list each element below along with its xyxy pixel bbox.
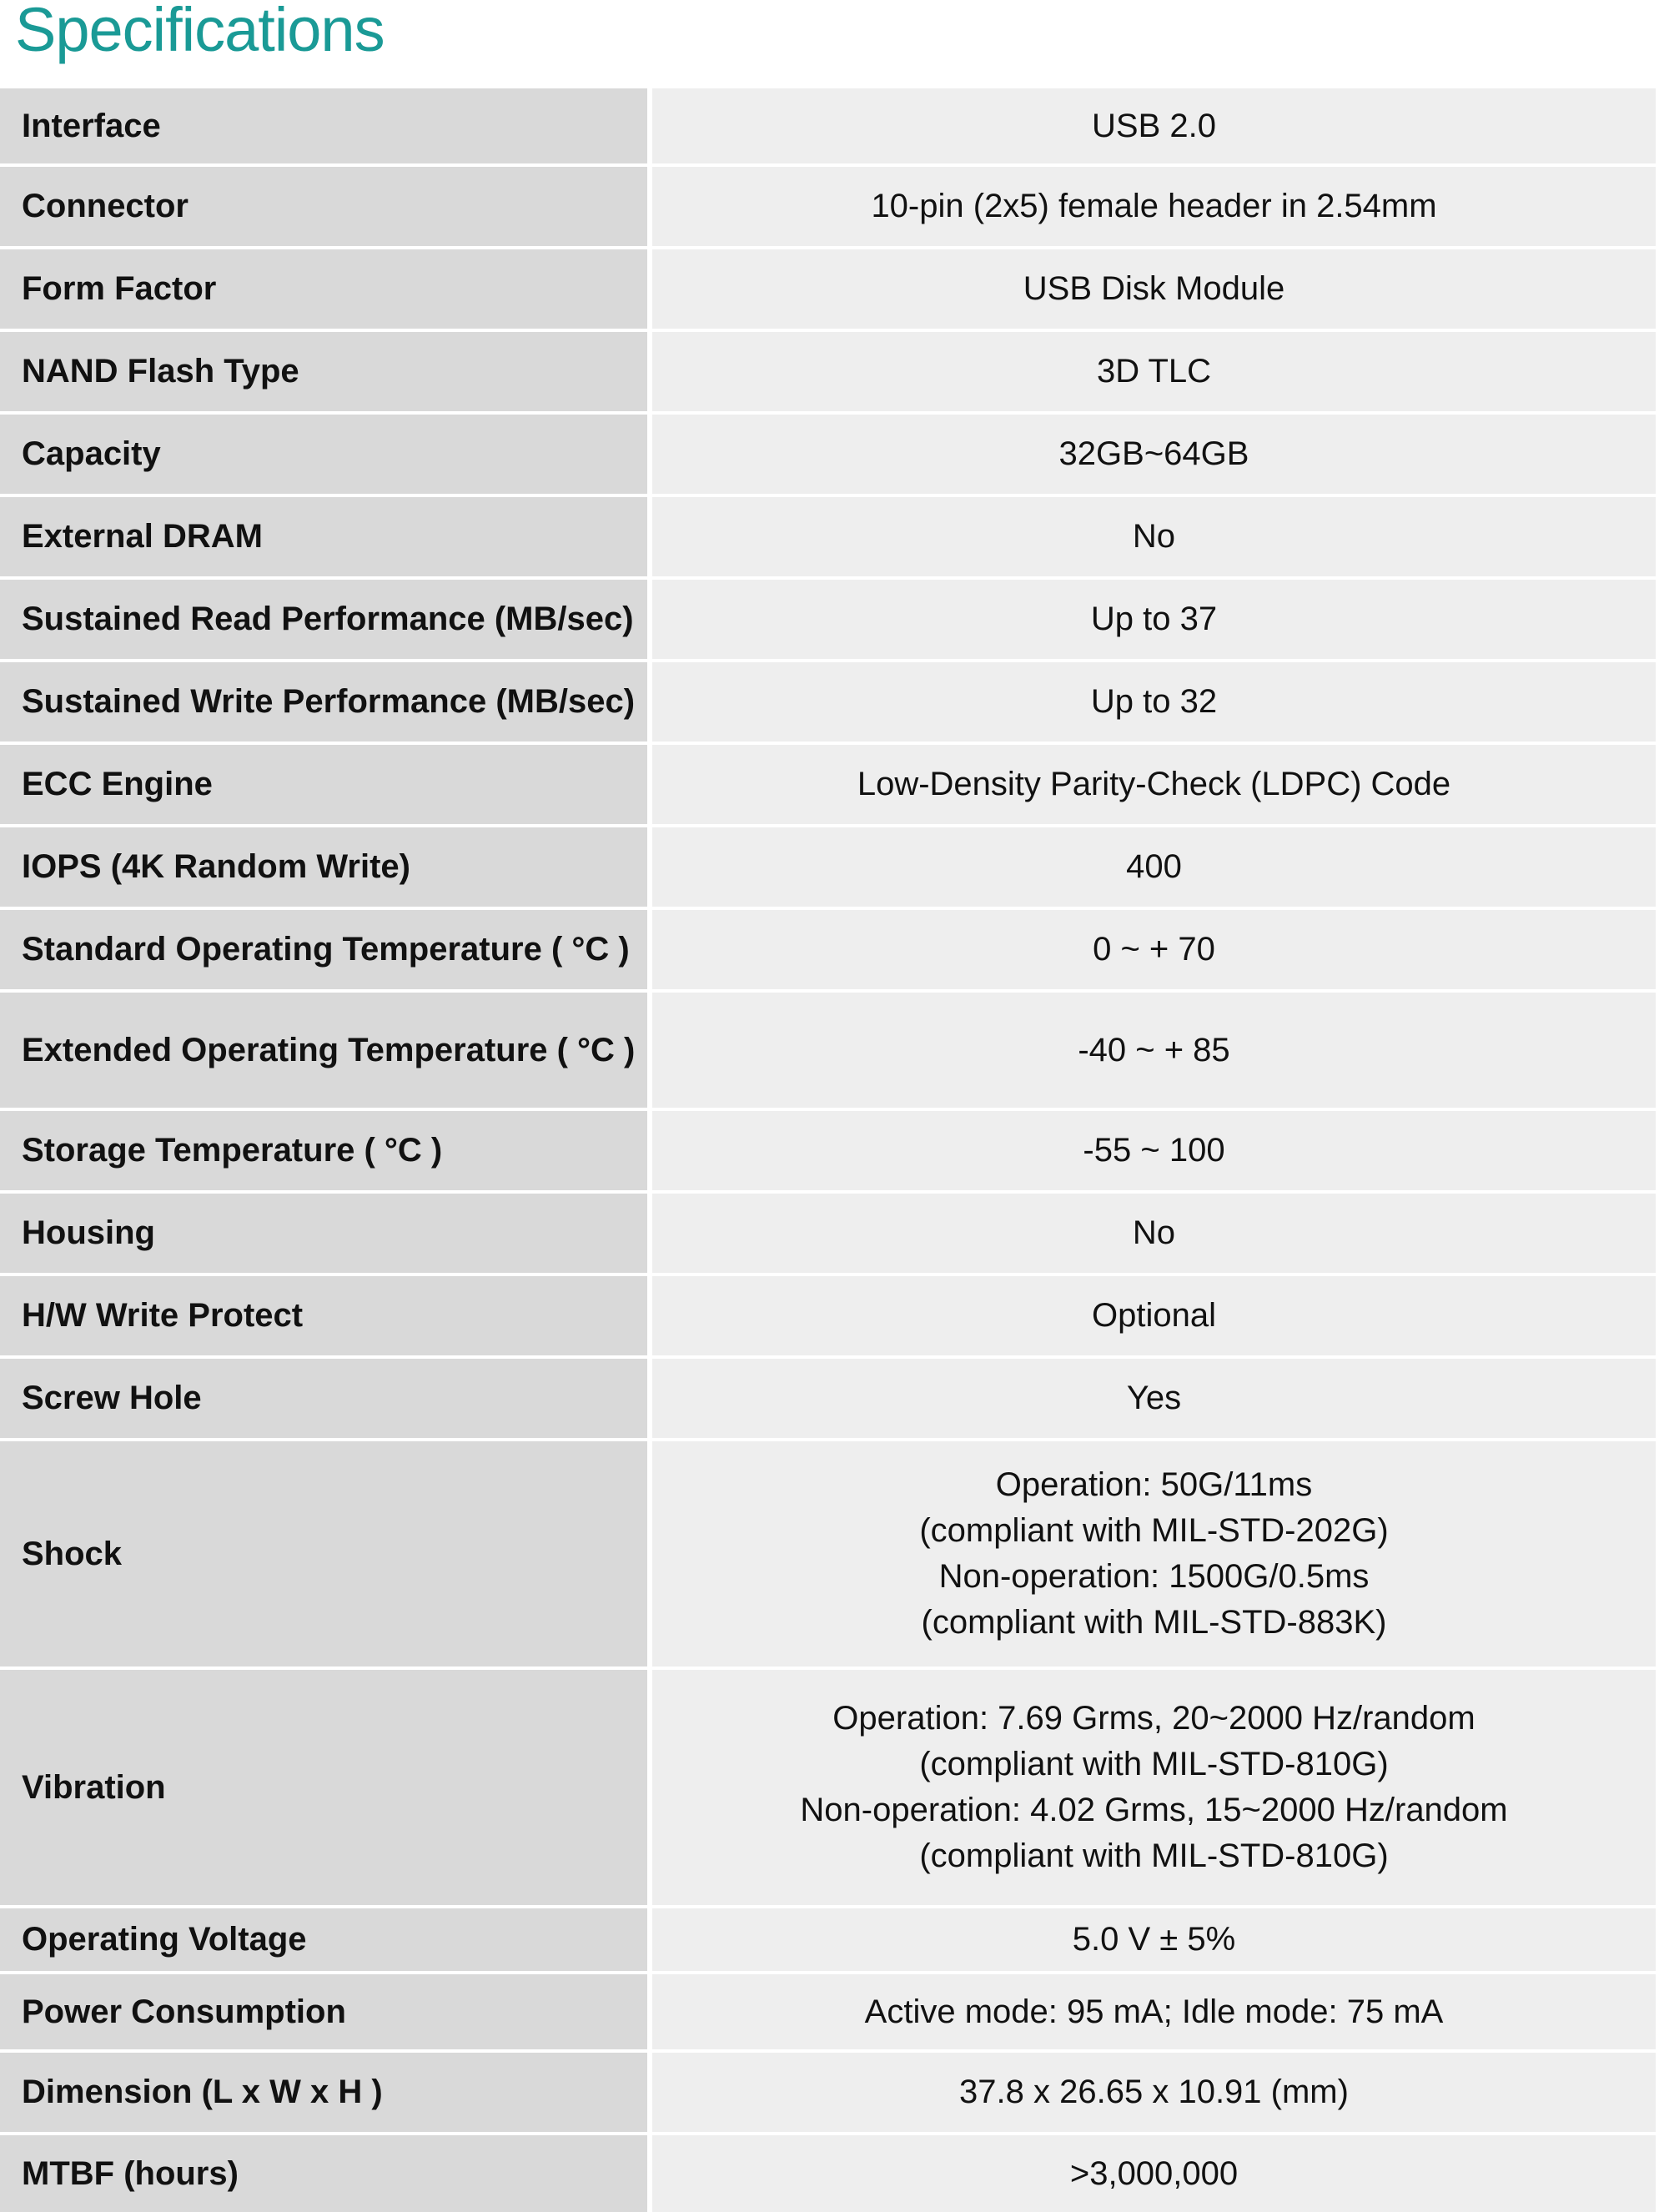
spec-value: 32GB~64GB bbox=[652, 415, 1656, 494]
spec-value: >3,000,000 bbox=[652, 2135, 1656, 2212]
spec-value: 0 ~ + 70 bbox=[652, 910, 1656, 989]
spec-value: 3D TLC bbox=[652, 332, 1656, 411]
spec-row-iops bbox=[0, 824, 1659, 907]
spec-label: External DRAM bbox=[0, 497, 647, 576]
spec-row-ecc-engine bbox=[0, 742, 1659, 824]
spec-label: Power Consumption bbox=[0, 1974, 647, 2049]
spec-row-operating-voltage bbox=[0, 1905, 1659, 1971]
spec-row-screw-hole bbox=[0, 1355, 1659, 1438]
spec-label: Interface bbox=[0, 88, 647, 163]
spec-value: Up to 37 bbox=[652, 580, 1656, 659]
spec-value: Operation: 50G/11ms (compliant with MIL-STD-202G) Non-operation: 1500G/0.5ms (compliant with MIL-STD-883K) bbox=[652, 1441, 1656, 1667]
spec-row-interface bbox=[0, 85, 1659, 163]
spec-label: Sustained Write Performance (MB/sec) bbox=[0, 662, 647, 742]
spec-row-mtbf bbox=[0, 2132, 1659, 2212]
spec-row-nand-flash-type bbox=[0, 329, 1659, 411]
spec-label: MTBF (hours) bbox=[0, 2135, 647, 2212]
spec-row-hw-write-protect bbox=[0, 1273, 1659, 1355]
spec-row-sustained-read bbox=[0, 576, 1659, 659]
spec-value: 10-pin (2x5) female header in 2.54mm bbox=[652, 167, 1656, 246]
spec-label: Screw Hole bbox=[0, 1359, 647, 1438]
spec-value: Optional bbox=[652, 1276, 1656, 1355]
spec-row-shock bbox=[0, 1438, 1659, 1667]
spec-label: Sustained Read Performance (MB/sec) bbox=[0, 580, 647, 659]
spec-value: 5.0 V ± 5% bbox=[652, 1908, 1656, 1971]
spec-row-form-factor bbox=[0, 246, 1659, 329]
spec-label: Connector bbox=[0, 167, 647, 246]
spec-label: Housing bbox=[0, 1194, 647, 1273]
spec-label: NAND Flash Type bbox=[0, 332, 647, 411]
spec-row-extended-operating-temperature bbox=[0, 989, 1659, 1108]
spec-label: Dimension (L x W x H ) bbox=[0, 2053, 647, 2132]
spec-value: Operation: 7.69 Grms, 20~2000 Hz/random (compliant with MIL-STD-810G) Non-operation: 4.02 Grms, 15~2000 Hz/random (compliant with MIL-STD-810G) bbox=[652, 1670, 1656, 1905]
spec-label: H/W Write Protect bbox=[0, 1276, 647, 1355]
spec-label: ECC Engine bbox=[0, 745, 647, 824]
spec-row-storage-temperature bbox=[0, 1108, 1659, 1190]
spec-row-dimension bbox=[0, 2049, 1659, 2132]
spec-row-connector bbox=[0, 163, 1659, 246]
spec-label: Storage Temperature ( °C ) bbox=[0, 1111, 647, 1190]
spec-row-standard-operating-temperature bbox=[0, 907, 1659, 989]
spec-value: No bbox=[652, 497, 1656, 576]
spec-label: Capacity bbox=[0, 415, 647, 494]
spec-row-power-consumption bbox=[0, 1971, 1659, 2049]
spec-label: Standard Operating Temperature ( °C ) bbox=[0, 910, 647, 989]
spec-row-capacity bbox=[0, 411, 1659, 494]
spec-label: Extended Operating Temperature ( °C ) bbox=[0, 993, 647, 1108]
spec-label: Form Factor bbox=[0, 249, 647, 329]
spec-value: 400 bbox=[652, 827, 1656, 907]
spec-value: Active mode: 95 mA; Idle mode: 75 mA bbox=[652, 1974, 1656, 2049]
spec-row-sustained-write bbox=[0, 659, 1659, 742]
spec-label: Shock bbox=[0, 1441, 647, 1667]
spec-value: -55 ~ 100 bbox=[652, 1111, 1656, 1190]
spec-value: Yes bbox=[652, 1359, 1656, 1438]
spec-row-housing bbox=[0, 1190, 1659, 1273]
spec-value: USB 2.0 bbox=[652, 88, 1656, 163]
page-title: Specifications bbox=[15, 0, 385, 64]
spec-row-vibration bbox=[0, 1667, 1659, 1905]
spec-table bbox=[0, 85, 1659, 2212]
spec-value: -40 ~ + 85 bbox=[652, 993, 1656, 1108]
spec-row-external-dram bbox=[0, 494, 1659, 576]
spec-value: Low-Density Parity-Check (LDPC) Code bbox=[652, 745, 1656, 824]
spec-label: Vibration bbox=[0, 1670, 647, 1905]
spec-label: IOPS (4K Random Write) bbox=[0, 827, 647, 907]
spec-value: No bbox=[652, 1194, 1656, 1273]
spec-value: USB Disk Module bbox=[652, 249, 1656, 329]
spec-value: 37.8 x 26.65 x 10.91 (mm) bbox=[652, 2053, 1656, 2132]
spec-label: Operating Voltage bbox=[0, 1908, 647, 1971]
spec-value: Up to 32 bbox=[652, 662, 1656, 742]
